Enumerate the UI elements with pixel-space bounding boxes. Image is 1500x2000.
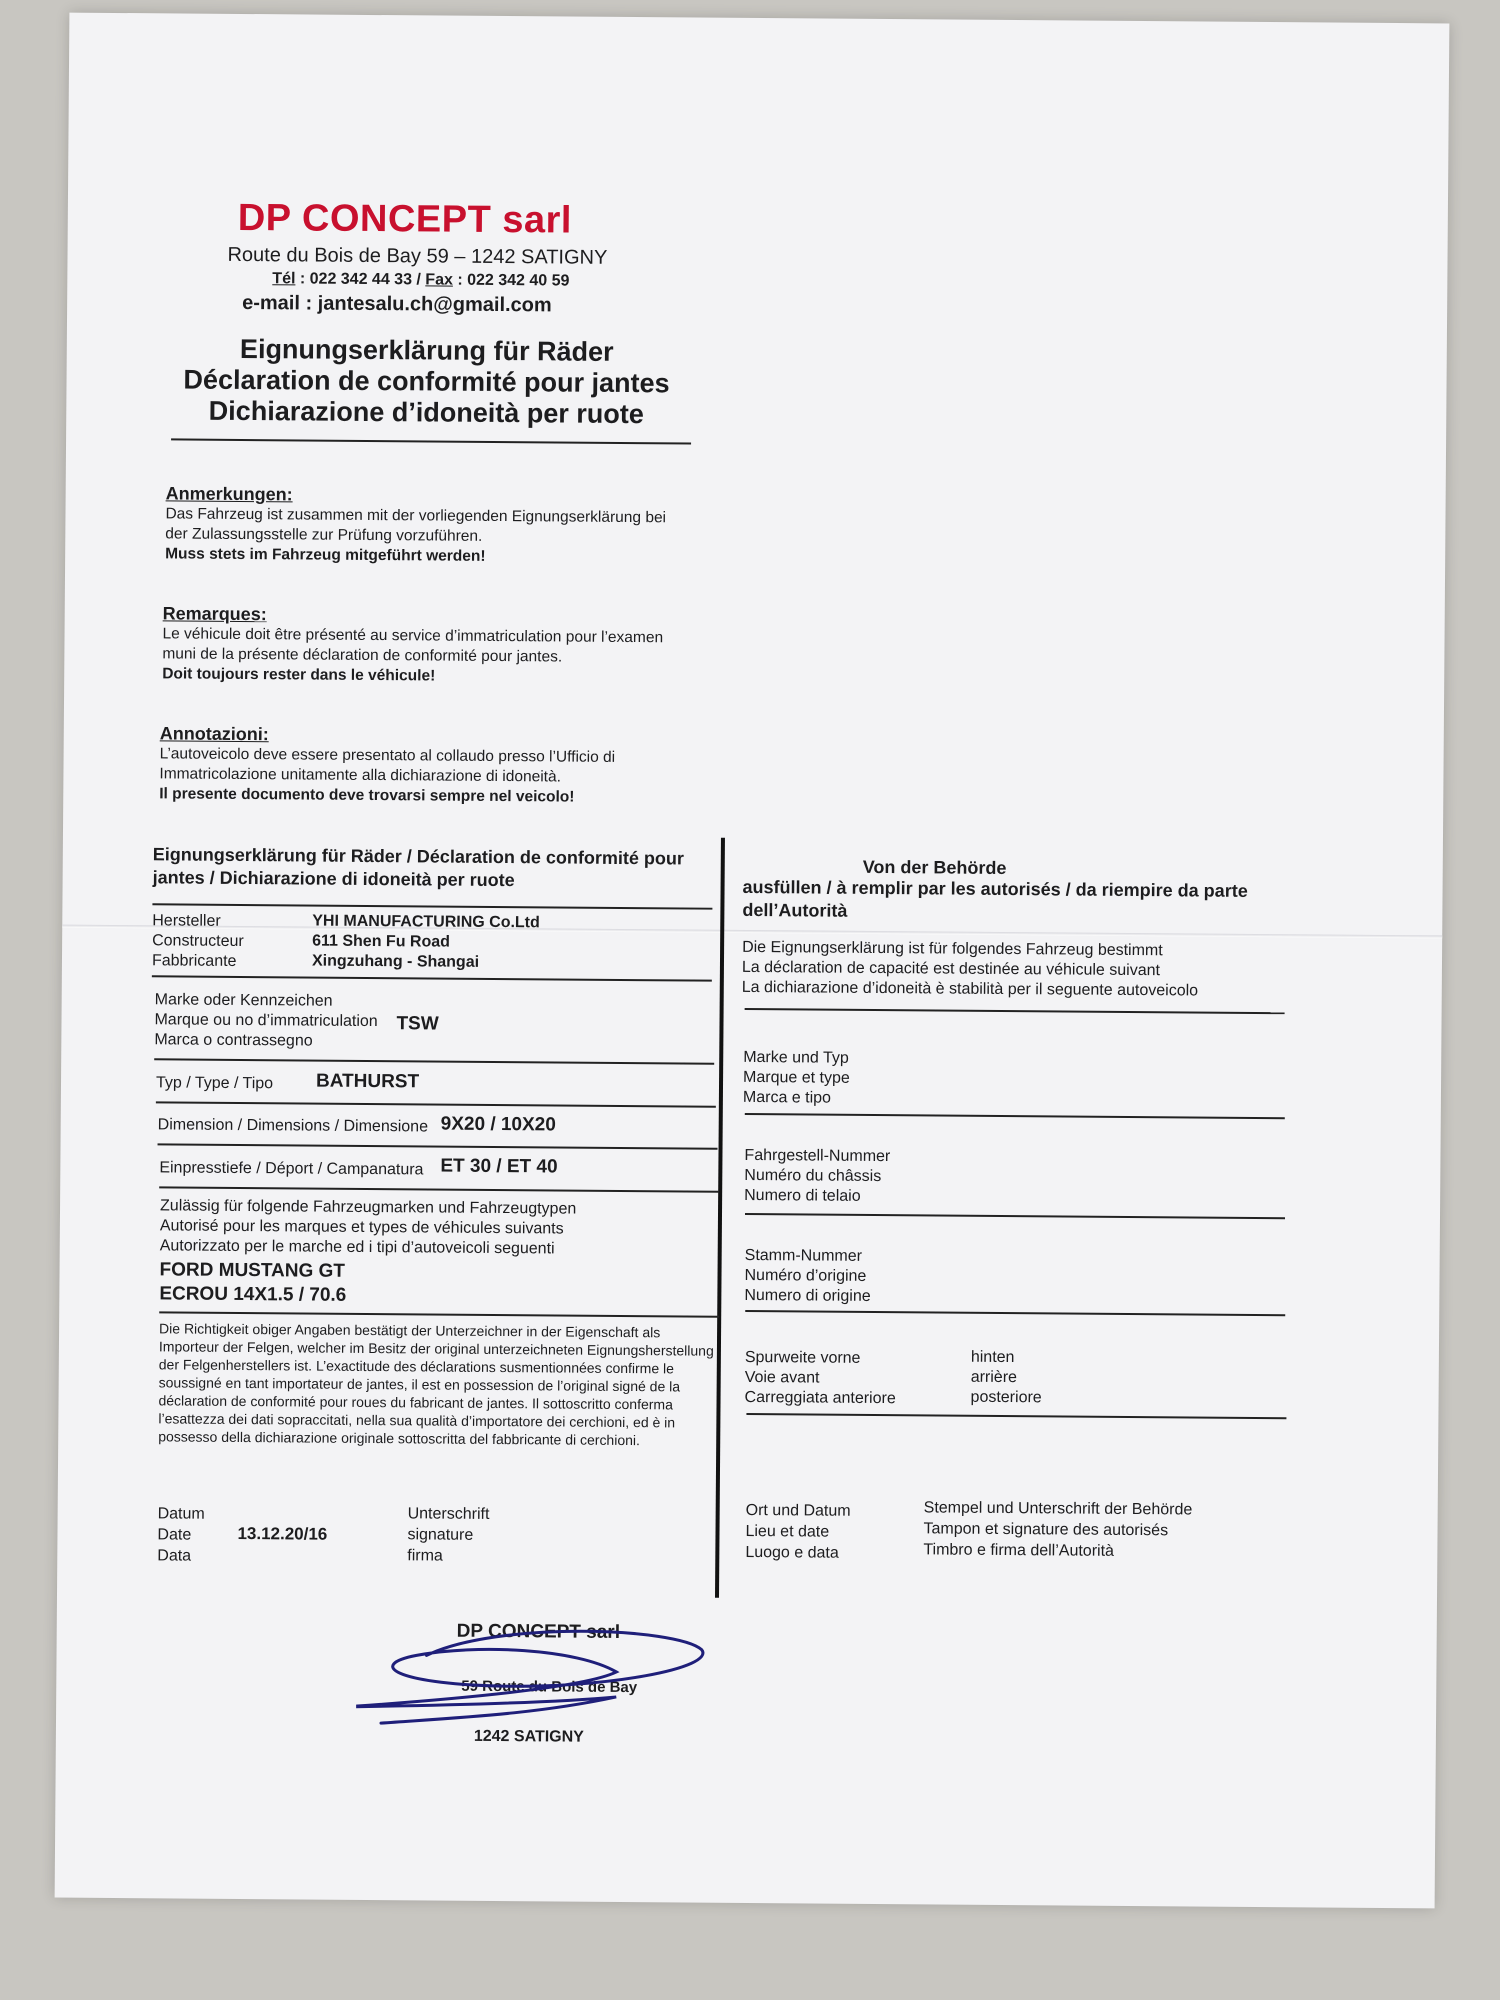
brand-labels: Marke oder Kennzeichen Marque ou no d’immatriculation Marca o contrassegno (154, 991, 378, 1050)
title-underline (171, 438, 691, 444)
title-it: Dichiarazione d’idoneità per ruote (208, 395, 644, 430)
left-header: Eignungserklärung für Räder / Déclaration de conformité pour jantes / Dichiarazione di idoneità per ruote (152, 844, 684, 891)
rule (152, 903, 712, 909)
origin-labels: Stamm-Nummer Numéro d’origine Numero di origine (744, 1246, 871, 1305)
document-title (166, 333, 687, 430)
authority-subheader: ausfüllen / à remplir par les autorisés / da riempire da parte dell’Autorità (742, 876, 1248, 921)
chassis-labels: Fahrgestell-Nummer Numéro du châssis Numero di telaio (744, 1146, 891, 1205)
authority-header: Von der Behörde (862, 856, 1007, 878)
remarks-text: Das Fahrzeug ist zusammen mit der vorliegenden Eignungserklärung bei der Zulassungsstelle zur Prüfung vorzuführen. Muss stets im Fahrzeug mitgeführt werden! (165, 505, 667, 565)
make-labels: Marke und Typ Marque et type Marca e tipo (742, 1048, 850, 1107)
paper-fold (62, 925, 1442, 939)
tel-label: Tél (272, 270, 296, 288)
authority-stamp-labels: Stempel und Unterschrift der Behörde Tampon et signature des autorisés Timbro e firma dell’Autorità (923, 1499, 1193, 1560)
stamp-city: 1242 SATIGNY (473, 1727, 584, 1746)
remarks-de (165, 483, 686, 568)
place-date-labels: Ort und Datum Lieu et date Luogo e data (745, 1501, 851, 1562)
track-rear-labels: hinten arrière posteriore (970, 1348, 1042, 1407)
remarks-text: L’autoveicolo deve essere presentato al collaudo presso l’Ufficio di Immatricolazione unitamente alla dichiarazione di idoneità. Il presente documento deve trovarsi sempre nel veicolo! (159, 745, 616, 806)
handwritten-signature (356, 1625, 797, 1748)
manufacturer-labels: Hersteller Constructeur Fabbricante (151, 912, 244, 970)
company-phone-fax (272, 270, 569, 290)
rule (745, 1310, 1285, 1316)
rule (154, 1058, 714, 1064)
remarks-heading: Annotazioni: (159, 723, 269, 745)
type-label: Typ / Type / Tipo (155, 1074, 274, 1093)
rule (746, 1413, 1286, 1419)
type-value: BATHURST (315, 1070, 420, 1093)
date-value: 13.12.20/16 (237, 1523, 328, 1544)
vehicle-labels: Die Eignungserklärung ist für folgendes Fahrzeug bestimmt La déclaration de capacité est destinée au véhicule suivant La dichiarazione d’idoneità è stabilità per il seguente autoveicolo (741, 938, 1199, 1000)
rule (156, 1101, 716, 1107)
rule (159, 1186, 719, 1192)
rule (159, 1311, 719, 1317)
remarks-it (159, 723, 680, 808)
offset-label: Einpresstiefe / Déport / Campanatura (159, 1159, 424, 1179)
rule (745, 1008, 1285, 1014)
tel-value: : 022 342 44 33 / (295, 270, 426, 289)
remarks-text: Le véhicule doit être présenté au service d’immatriculation pour l’examen muni de la présente déclaration de conformité pour jantes. Doit toujours rester dans le véhicule! (162, 625, 664, 685)
track-front-labels: Spurweite vorne Voie avant Carreggiata anteriore (744, 1348, 896, 1408)
allowed-labels: Zulässig für folgende Fahrzeugmarken und Fahrzeugtypen Autorisé pour les marques et types de véhicules suivants Autorizzato per le marche ed i tipi d’autoveicoli seguenti (159, 1197, 577, 1258)
dimension-label: Dimension / Dimensions / Dimensione (157, 1116, 429, 1136)
remarks-heading: Remarques: (162, 603, 267, 625)
rule (745, 1113, 1285, 1119)
title-fr: Déclaration de conformité pour jantes (183, 364, 670, 399)
company-name: DP CONCEPT sarl (237, 196, 573, 242)
rule (158, 1143, 718, 1149)
stamp-street: 59 Route du Bois de Bay (461, 1677, 638, 1697)
document-sheet (55, 13, 1450, 1909)
column-divider (715, 838, 725, 1598)
remarks-fr (162, 603, 683, 688)
company-address: Route du Bois de Bay 59 – 1242 SATIGNY (227, 243, 608, 269)
remarks-heading: Anmerkungen: (165, 483, 293, 505)
dimension-value: 9X20 / 10X20 (440, 1113, 556, 1136)
rule (745, 1213, 1285, 1219)
rule (152, 975, 712, 981)
fax-label: Fax (425, 271, 453, 289)
company-email: e-mail : jantesalu.ch@gmail.com (242, 291, 552, 317)
legal-text: Die Richtigkeit obiger Angaben bestätigt der Unterzeichner in der Eigenschaft als Importeur der Felgen, welcher im Besitz der original unterzeichneten Eignungsherstellung der Felgenherstellers ist. L’exactitude des déclarations susmentionnées confirme le soussigné en tant importateur de jantes, il est en possession de l’original signé de la déclaration de conformité pour roues du fabricant de jantes. Il sottoscritto conferma l’esattezza dei dati sopraccitati, nella sua qualità d’importatore dei cerchioni, ed è in possesso della dichiarazione originale sottoscritta del fabbricante di cerchioni. (158, 1320, 714, 1449)
fax-value: : 022 342 40 59 (452, 271, 570, 290)
manufacturer-values: YHI MANUFACTURING Co.Ltd 611 Shen Fu Road Xingzuhang - Shangai (311, 912, 540, 971)
allowed-values: FORD MUSTANG GT ECROU 14X1.5 / 70.6 (159, 1259, 347, 1306)
offset-value: ET 30 / ET 40 (440, 1155, 558, 1178)
signature-labels: Unterschrift signature firma (407, 1505, 490, 1565)
date-labels: Datum Date Data (157, 1505, 205, 1565)
stamp-company: DP CONCEPT sarl (456, 1620, 621, 1643)
brand-value: TSW (396, 1013, 439, 1035)
title-de: Eignungserklärung für Räder (239, 333, 614, 367)
